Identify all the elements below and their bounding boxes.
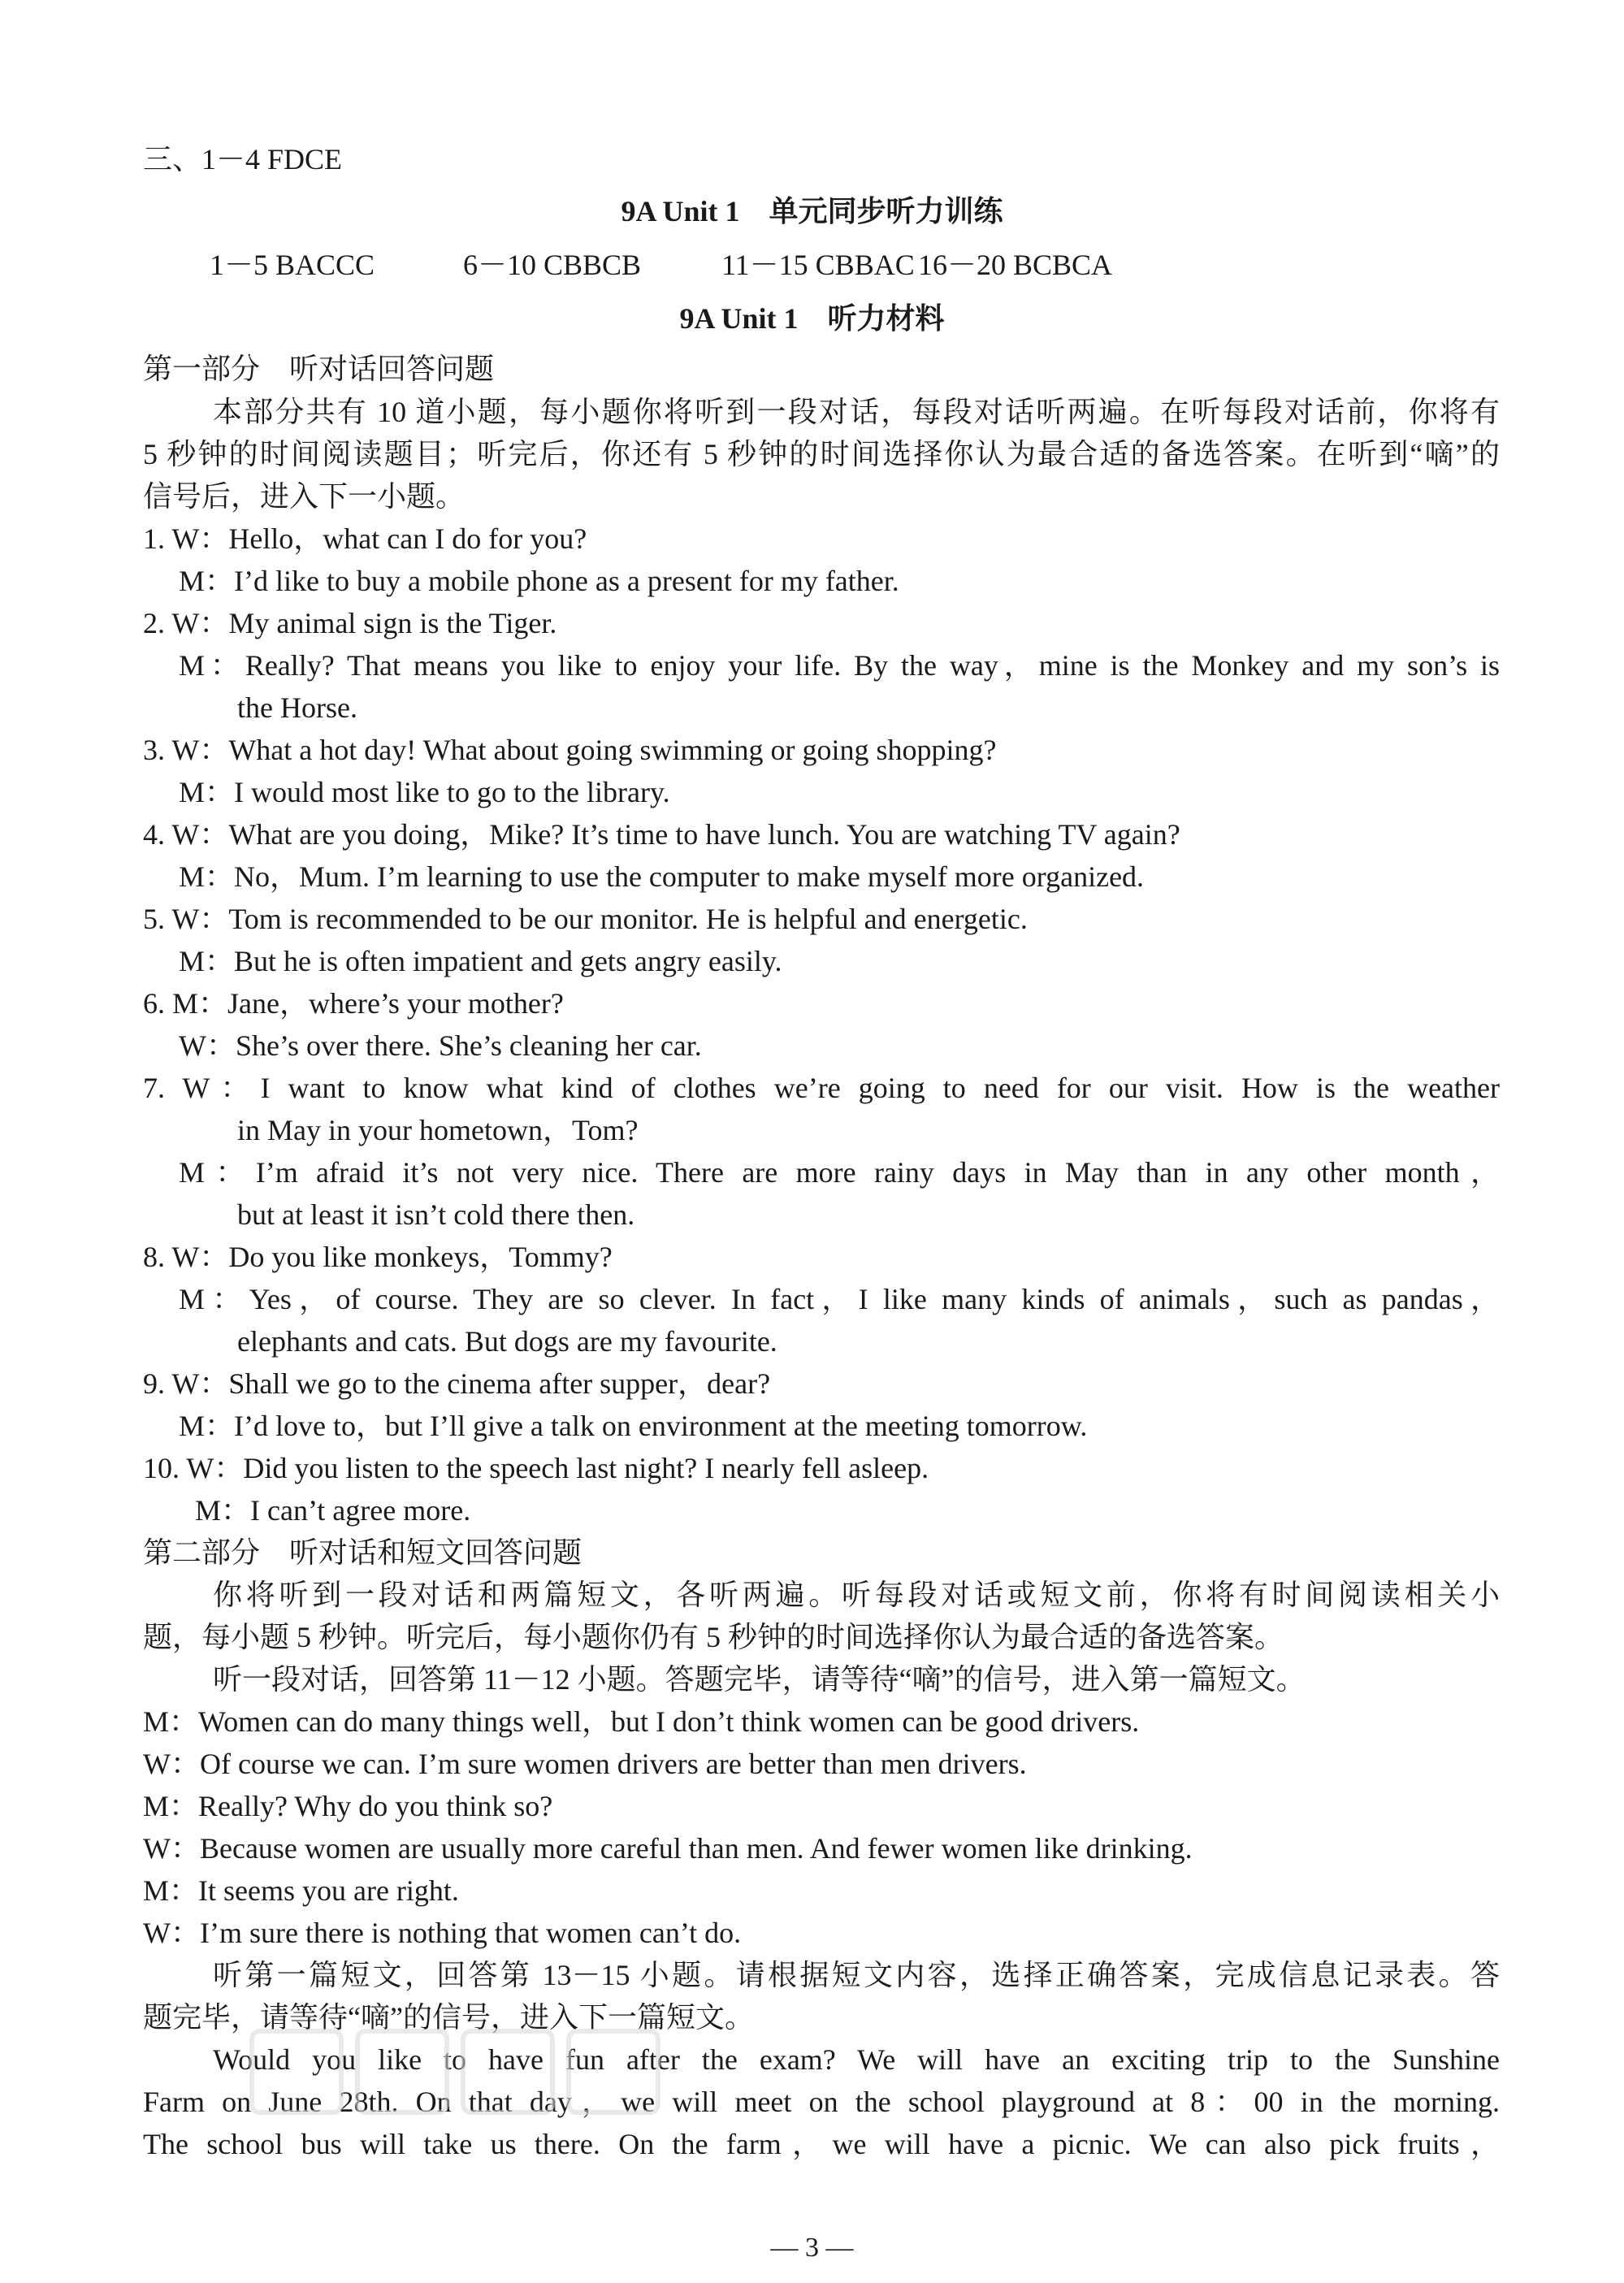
dialogue-line: M：Women can do many things well，but I don’t think women can be good drivers. xyxy=(143,1705,1140,1738)
dialogue-line: 7. W：I want to know what kind of clothes we’re going to need for our visit. How is the weather xyxy=(143,1072,1500,1104)
part2-heading: 第二部分 听对话和短文回答问题 xyxy=(143,1536,582,1569)
dialogue-line: 5. W：Tom is recommended to be our monitor. He is helpful and energetic. xyxy=(143,903,1028,935)
dialogue-line: but at least it isn’t cold there then. xyxy=(237,1198,635,1231)
passage-line: The school bus will take us there. On the farm，we will have a picnic. We can also pick fruits， xyxy=(143,2128,1500,2160)
dialogue-line: M：I would most like to go to the library. xyxy=(179,776,670,808)
dialogue-line: M：Yes，of course. They are so clever. In fact，I like many kinds of animals，such as pandas， xyxy=(179,1283,1500,1315)
dialogue-line: M：I’d like to buy a mobile phone as a present for my father. xyxy=(179,565,899,597)
part1-intro-line: 信号后，进入下一小题。 xyxy=(143,480,466,513)
materials-title: 9A Unit 1 听力材料 xyxy=(679,302,945,335)
dialogue-line: W：Of course we can. I’m sure women drivers are better than men drivers. xyxy=(143,1748,1027,1780)
dialogue-line: W：She’s over there. She’s cleaning her car. xyxy=(179,1029,702,1062)
passage-intro-line: 听第一篇短文，回答第 13－15 小题。请根据短文内容，选择正确答案，完成信息记录表。答 xyxy=(213,1959,1500,1991)
section-three-answers: 三、1－4 FDCE xyxy=(143,143,343,175)
dialogue-line: 3. W：What a hot day! What about going swimming or going shopping? xyxy=(143,734,997,766)
part2-intro-line: 你将听到一段对话和两篇短文，各听两遍。听每段对话或短文前，你将有时间阅读相关小 xyxy=(213,1579,1500,1611)
dialogue-line: 4. W：What are you doing，Mike? It’s time to have lunch. You are watching TV again? xyxy=(143,818,1180,851)
answer-group-4: 16－20 BCBCA xyxy=(918,249,1113,281)
dialogue-line: 1. W：Hello，what can I do for you? xyxy=(143,522,587,555)
passage-line: Farm on June 28th. On that day，we will meet on the school playground at 8：00 in the morning. xyxy=(143,2086,1500,2118)
dialogue-line: M：Really? Why do you think so? xyxy=(143,1790,553,1822)
dialogue-line: 10. W：Did you listen to the speech last night? I nearly fell asleep. xyxy=(143,1452,929,1484)
part2-intro-line: 听一段对话，回答第 11－12 小题。答题完毕，请等待“嘀”的信号，进入第一篇短文。 xyxy=(213,1663,1306,1696)
part1-intro-line: 本部分共有 10 道小题，每小题你将听到一段对话，每段对话听两遍。在听每段对话前，你将有 xyxy=(213,396,1500,428)
part1-heading: 第一部分 听对话回答问题 xyxy=(143,353,495,385)
dialogue-line: W：I’m sure there is nothing that women can’t do. xyxy=(143,1917,742,1949)
dialogue-line: 2. W：My animal sign is the Tiger. xyxy=(143,607,557,639)
part1-intro-line: 5 秒钟的时间阅读题目；听完后，你还有 5 秒钟的时间选择你认为最合适的备选答案。在听到“嘀”的 xyxy=(143,438,1500,470)
answer-row xyxy=(210,247,1112,283)
dialogue-line: 9. W：Shall we go to the cinema after supper，dear? xyxy=(143,1367,771,1400)
passage-line: Would you like to have fun after the exam? We will have an exciting trip to the Sunshine xyxy=(213,2043,1500,2076)
dialogue-line: W：Because women are usually more careful than men. And fewer women like drinking. xyxy=(143,1832,1193,1865)
dialogue-line: 8. W：Do you like monkeys，Tommy? xyxy=(143,1241,613,1273)
answer-group-2: 6－10 CBBCB xyxy=(463,249,642,281)
dialogue-line: M：It seems you are right. xyxy=(143,1874,459,1907)
dialogue-line: M：I can’t agree more. xyxy=(195,1494,471,1527)
answer-group-3: 11－15 CBBAC xyxy=(721,249,915,281)
passage-intro-line: 题完毕，请等待“嘀”的信号，进入下一篇短文。 xyxy=(143,2001,754,2034)
dialogue-line: in May in your hometown，Tom? xyxy=(237,1114,639,1146)
dialogue-line: M：But he is often impatient and gets angry easily. xyxy=(179,945,782,977)
dialogue-line: M：Really? That means you like to enjoy your life. By the way，mine is the Monkey and my son’s is xyxy=(179,649,1500,682)
part2-intro-line: 题，每小题 5 秒钟。听完后，每小题你仍有 5 秒钟的时间选择你认为最合适的备选答案。 xyxy=(143,1621,1284,1653)
dialogue-line: M：I’d love to，but I’ll give a talk on environment at the meeting tomorrow. xyxy=(179,1410,1088,1442)
dialogue-line: the Horse. xyxy=(237,691,357,724)
dialogue-line: M：I’m afraid it’s not very nice. There are more rainy days in May than in any other month， xyxy=(179,1156,1500,1189)
answer-group-1: 1－5 BACCC xyxy=(210,249,375,281)
dialogue-line: 6. M：Jane，where’s your mother? xyxy=(143,987,564,1020)
answers-title: 9A Unit 1 单元同步听力训练 xyxy=(621,195,1003,227)
page-number: — 3 — xyxy=(770,2233,854,2263)
dialogue-line: elephants and cats. But dogs are my favourite. xyxy=(237,1325,777,1358)
dialogue-line: M：No，Mum. I’m learning to use the computer to make myself more organized. xyxy=(179,860,1145,893)
